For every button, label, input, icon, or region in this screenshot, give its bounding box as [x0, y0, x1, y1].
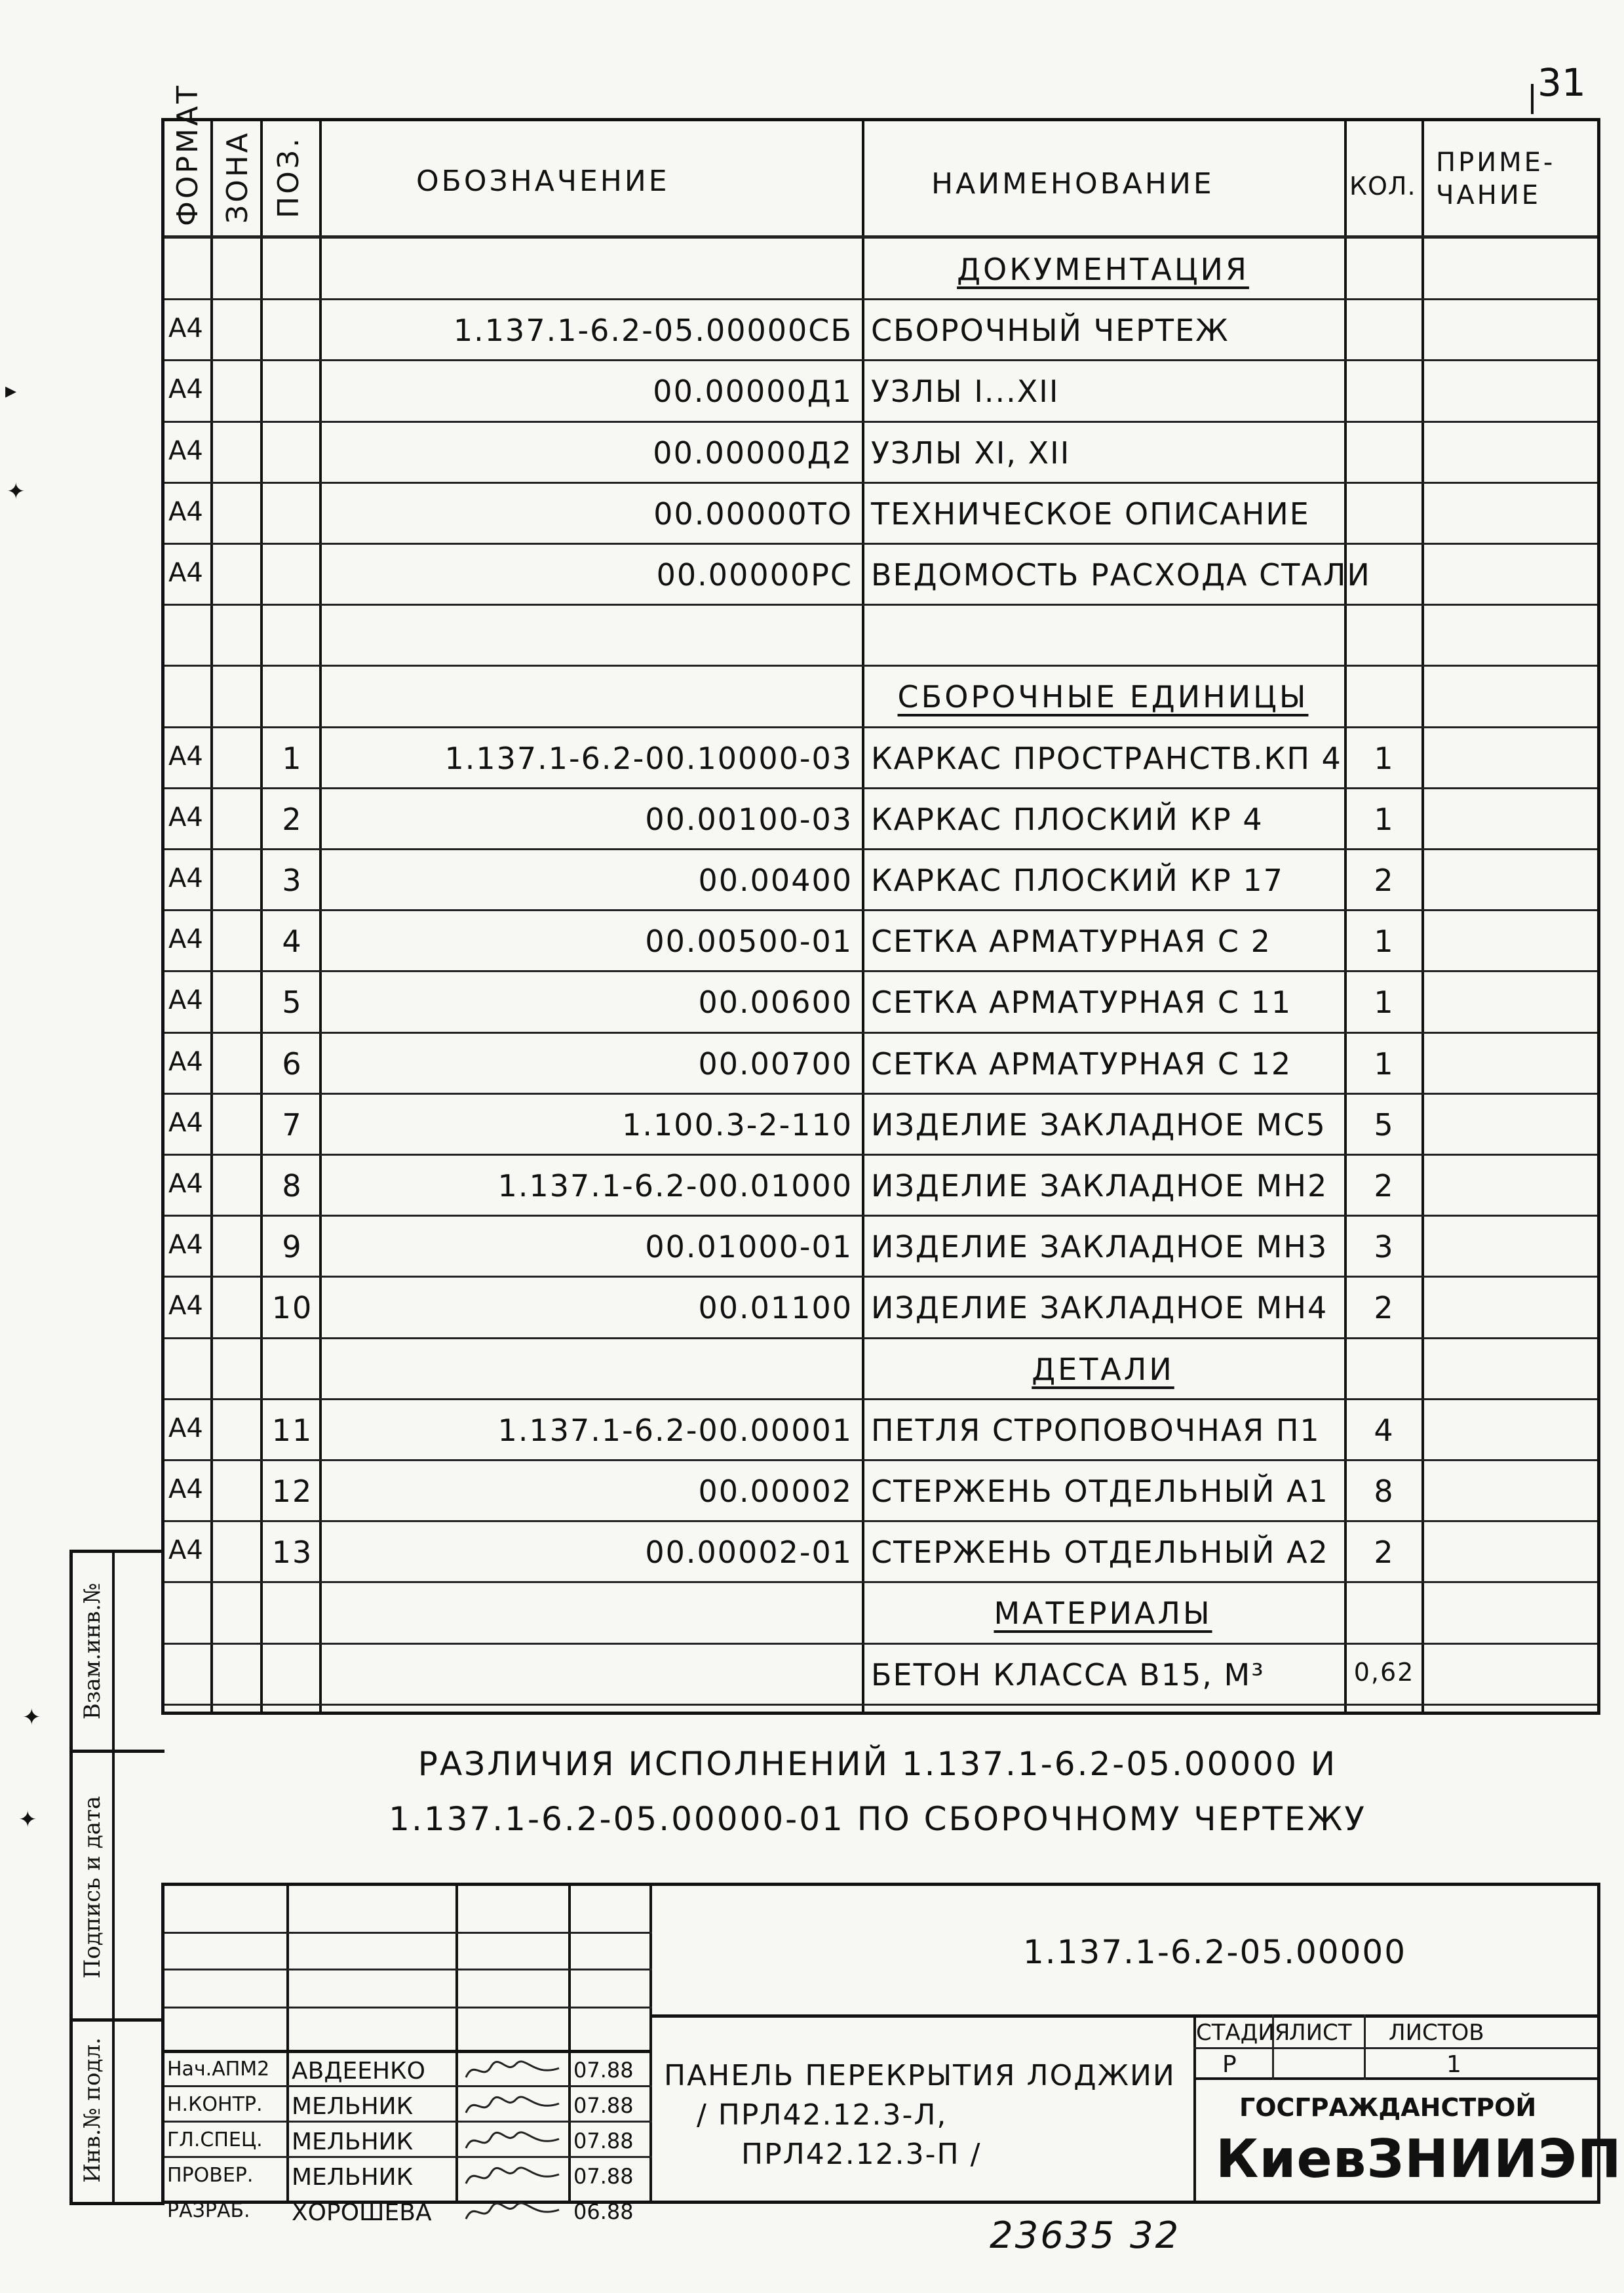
cell-pos: 6 [282, 1046, 303, 1082]
row-divider [164, 1276, 1597, 1278]
cell-format: А4 [168, 1291, 203, 1322]
cell-name: БЕТОН КЛАССА В15, М³ [871, 1656, 1265, 1693]
cell-qty: 1 [1374, 801, 1395, 837]
cell-name: СЕТКА АРМАТУРНАЯ С 2 [871, 924, 1271, 960]
spec-table [161, 83, 1600, 1715]
side-strip [69, 1550, 164, 2205]
header-note: ПРИМЕ- ЧАНИЕ [1436, 147, 1556, 210]
tb-stage-line [1193, 2077, 1597, 2080]
signature-icon [461, 2161, 566, 2191]
tb-row-line [164, 1932, 652, 1934]
side-divider [112, 1553, 115, 2202]
cell-name: СТЕРЖЕНЬ ОТДЕЛЬНЫЙ А2 [871, 1535, 1329, 1571]
cell-qty: 1 [1374, 1046, 1395, 1082]
cell-pos: 4 [282, 924, 303, 960]
sheet-label: ЛИСТ [1289, 2020, 1352, 2046]
row-divider [164, 848, 1597, 850]
cell-format: А4 [168, 802, 203, 833]
cell-name: ПЕТЛЯ СТРОПОВОЧНАЯ П1 [871, 1412, 1321, 1448]
signer-name: МЕЛЬНИК [292, 2164, 414, 2191]
cell-pos: 3 [282, 863, 303, 898]
cell-name: ИЗДЕЛИЕ ЗАКЛАДНОЕ МН4 [871, 1290, 1328, 1326]
cell-name: СБОРОЧНЫЙ ЧЕРТЕЖ [871, 313, 1229, 349]
cell-format: А4 [168, 924, 203, 955]
cell-name: ТЕХНИЧЕСКОЕ ОПИСАНИЕ [871, 496, 1310, 532]
cell-designation: 00.00000Д1 [653, 374, 853, 410]
side-label-sign: Подпись и дата [79, 1795, 106, 1979]
section-heading: ДОКУМЕНТАЦИЯ [957, 252, 1249, 287]
product-name-line-1: ПАНЕЛЬ ПЕРЕКРЫТИЯ ЛОДЖИИ [664, 2059, 1176, 2092]
cell-designation: 00.00000ТО [653, 496, 853, 532]
cell-name: УЗЛЫ I...XII [871, 374, 1060, 410]
row-divider [164, 1215, 1597, 1217]
title-block [161, 1883, 1622, 2226]
cell-pos: 9 [282, 1229, 303, 1265]
cell-designation: 1.100.3-2-110 [622, 1107, 853, 1143]
stage-label: СТАДИЯ [1196, 2020, 1290, 2046]
row-divider [164, 359, 1597, 361]
margin-mark: ✦ [7, 479, 26, 505]
row-divider [164, 726, 1597, 728]
cell-pos: 1 [282, 740, 303, 776]
row-divider [164, 970, 1597, 972]
cell-designation: 1.137.1-6.2-00.01000 [497, 1168, 853, 1204]
header-pos: ПОЗ. [272, 136, 305, 218]
row-divider [164, 1520, 1597, 1522]
cell-qty: 2 [1374, 1290, 1395, 1326]
cell-designation: 00.01000-01 [645, 1229, 853, 1265]
cell-designation: 00.00600 [698, 985, 853, 1021]
row-divider [164, 1337, 1597, 1339]
cell-designation: 00.00000РС [656, 557, 853, 593]
cell-qty: 1 [1374, 924, 1395, 960]
signer-name: МЕЛЬНИК [292, 2128, 414, 2155]
cell-format: А4 [168, 863, 203, 893]
cell-qty: 0,62 [1353, 1657, 1415, 1687]
cell-designation: 00.00000Д2 [653, 435, 853, 471]
tb-row-line [164, 2156, 652, 2158]
side-label-inv: Инв.№ подл. [79, 2037, 106, 2183]
document-code: 1.137.1-6.2-05.00000 [1023, 1933, 1407, 1971]
cell-designation: 00.01100 [698, 1290, 853, 1326]
cell-qty: 4 [1374, 1412, 1395, 1448]
signer-role: ПРОВЕР. [167, 2164, 254, 2187]
row-divider [164, 543, 1597, 545]
cell-name: ИЗДЕЛИЕ ЗАКЛАДНОЕ МН3 [871, 1229, 1328, 1265]
cell-qty: 2 [1374, 1168, 1395, 1204]
tb-stage-line [1193, 2047, 1597, 2049]
cell-designation: 1.137.1-6.2-00.10000-03 [444, 740, 853, 776]
cell-pos: 8 [282, 1168, 303, 1204]
cell-pos: 11 [271, 1412, 313, 1448]
tb-row-line [164, 2085, 652, 2087]
cell-pos: 5 [282, 985, 303, 1021]
cell-name: ИЗДЕЛИЕ ЗАКЛАДНОЕ МС5 [871, 1107, 1326, 1143]
header-divider [164, 235, 1597, 239]
cell-pos: 7 [282, 1107, 303, 1143]
cell-pos: 2 [282, 801, 303, 837]
row-divider [164, 909, 1597, 911]
tb-row-line [164, 2050, 652, 2053]
tb-row-line [164, 2121, 652, 2123]
cell-qty: 3 [1374, 1229, 1395, 1265]
signer-name: МЕЛЬНИК [292, 2093, 414, 2120]
cell-format: А4 [168, 496, 203, 527]
sheets-label: ЛИСТОВ [1389, 2020, 1484, 2046]
header-zone: ЗОНА [221, 130, 254, 224]
cell-pos: 12 [271, 1474, 313, 1509]
row-divider [164, 1643, 1597, 1645]
row-divider [164, 1581, 1597, 1583]
tb-stage-col [1364, 2014, 1366, 2080]
cell-designation: 00.00002-01 [645, 1535, 853, 1571]
cell-format: А4 [168, 435, 203, 466]
cell-name: СЕТКА АРМАТУРНАЯ С 11 [871, 985, 1292, 1021]
header-name: НАИМЕНОВАНИЕ [931, 167, 1214, 201]
signer-name: АВДЕЕНКО [292, 2058, 425, 2085]
cell-name: КАРКАС ПЛОСКИЙ КР 4 [871, 801, 1264, 837]
cell-name: ВЕДОМОСТЬ РАСХОДА СТАЛИ [871, 557, 1371, 593]
sheets-value: 1 [1446, 2051, 1461, 2078]
cell-name: УЗЛЫ XI, XII [871, 435, 1071, 471]
tb-code-divider [652, 2014, 1597, 2018]
side-label-ref: Взам.инв.№ [79, 1582, 106, 1720]
header-designation: ОБОЗНАЧЕНИЕ [416, 165, 670, 198]
cell-format: А4 [168, 558, 203, 588]
org-stamp: КиевЗНИИЭП [1216, 2128, 1622, 2189]
stage-value: Р [1222, 2051, 1237, 2078]
row-divider [164, 787, 1597, 789]
header-format: ФОРМАТ [171, 83, 204, 226]
note-line-2: 1.137.1-6.2-05.00000-01 ПО СБОРОЧНОМУ ЧЕРТЕЖУ [389, 1800, 1366, 1838]
cell-format: А4 [168, 1046, 203, 1077]
cell-designation: 00.00100-03 [645, 801, 853, 837]
cell-name: ИЗДЕЛИЕ ЗАКЛАДНОЕ МН2 [871, 1168, 1328, 1204]
cell-format: А4 [168, 985, 203, 1016]
signer-date: 07.88 [573, 2093, 634, 2118]
cell-qty: 2 [1374, 863, 1395, 898]
cell-qty: 1 [1374, 740, 1395, 776]
cell-qty: 8 [1374, 1474, 1395, 1509]
cell-designation: 00.00400 [698, 863, 853, 898]
signature-icon [461, 2126, 566, 2156]
sheet-number: 31 [1537, 60, 1586, 105]
cell-format: А4 [168, 1474, 203, 1504]
header-qty: КОЛ. [1349, 172, 1416, 201]
cell-pos: 13 [271, 1535, 313, 1571]
row-divider [164, 1093, 1597, 1095]
cell-designation: 1.137.1-6.2-00.00001 [497, 1412, 853, 1448]
row-divider [164, 665, 1597, 667]
cell-qty: 1 [1374, 985, 1395, 1021]
cell-format: А4 [168, 1107, 203, 1138]
row-divider [164, 1032, 1597, 1034]
row-divider [164, 482, 1597, 484]
row-divider [164, 604, 1597, 606]
cell-designation: 00.00500-01 [645, 924, 853, 960]
signer-role: ГЛ.СПЕЦ. [167, 2128, 263, 2151]
signature-icon [461, 2090, 566, 2121]
row-divider [164, 421, 1597, 423]
section-heading: ДЕТАЛИ [1032, 1351, 1174, 1387]
cell-pos: 10 [271, 1290, 313, 1326]
row-divider [164, 1398, 1597, 1400]
row-divider [164, 1154, 1597, 1156]
product-name-line-2: / ПРЛ42.12.3-Л, [697, 2098, 948, 2132]
signer-date: 07.88 [573, 2058, 634, 2083]
footer-number: 23635 32 [990, 2214, 1181, 2257]
row-divider [164, 298, 1597, 300]
signer-role: Н.КОНТР. [167, 2093, 263, 2116]
cell-designation: 00.00002 [698, 1474, 853, 1509]
tb-row-line [164, 1969, 652, 1970]
signer-date: 06.88 [573, 2199, 634, 2224]
cell-format: А4 [168, 374, 203, 405]
cell-name: СЕТКА АРМАТУРНАЯ С 12 [871, 1046, 1292, 1082]
tb-row-line [164, 2007, 652, 2009]
cell-format: А4 [168, 1230, 203, 1261]
cell-designation: 00.00700 [698, 1046, 853, 1082]
signer-name: ХОРОШЕВА [292, 2199, 432, 2226]
cell-qty: 2 [1374, 1535, 1395, 1571]
sheet-number-mark [1531, 84, 1534, 114]
cell-format: А4 [168, 1169, 203, 1199]
margin-mark: ✦ [22, 1704, 41, 1731]
signer-date: 07.88 [573, 2164, 634, 2189]
signer-role: РАЗРАБ. [167, 2199, 250, 2222]
cell-format: А4 [168, 313, 203, 344]
signer-date: 07.88 [573, 2128, 634, 2153]
margin-mark: ▸ [5, 378, 17, 404]
row-divider [164, 1704, 1597, 1706]
cell-format: А4 [168, 1413, 203, 1443]
cell-name: КАРКАС ПРОСТРАНСТВ.КП 4 [871, 740, 1342, 776]
cell-format: А4 [168, 741, 203, 772]
section-heading: СБОРОЧНЫЕ ЕДИНИЦЫ [897, 679, 1309, 715]
cell-name: СТЕРЖЕНЬ ОТДЕЛЬНЫЙ А1 [871, 1474, 1329, 1509]
note-line-1: РАЗЛИЧИЯ ИСПОЛНЕНИЙ 1.137.1-6.2-05.00000 И [417, 1745, 1338, 1783]
signer-role: Нач.АПМ2 [167, 2058, 270, 2081]
cell-format: А4 [168, 1535, 203, 1566]
signature-icon [461, 2197, 566, 2227]
section-heading: МАТЕРИАЛЫ [994, 1596, 1212, 1632]
cell-qty: 5 [1374, 1107, 1395, 1143]
cell-designation: 1.137.1-6.2-05.00000СБ [453, 313, 853, 349]
row-divider [164, 1459, 1597, 1461]
cell-name: КАРКАС ПЛОСКИЙ КР 17 [871, 863, 1284, 898]
margin-mark: ✦ [18, 1807, 37, 1833]
signature-icon [461, 2055, 566, 2085]
product-name-line-3: ПРЛ42.12.3-П / [741, 2138, 982, 2171]
notes-area [161, 1708, 1594, 1883]
side-divider [73, 1750, 164, 1753]
org-name: ГОСГРАЖДАНСТРОЙ [1239, 2093, 1537, 2122]
